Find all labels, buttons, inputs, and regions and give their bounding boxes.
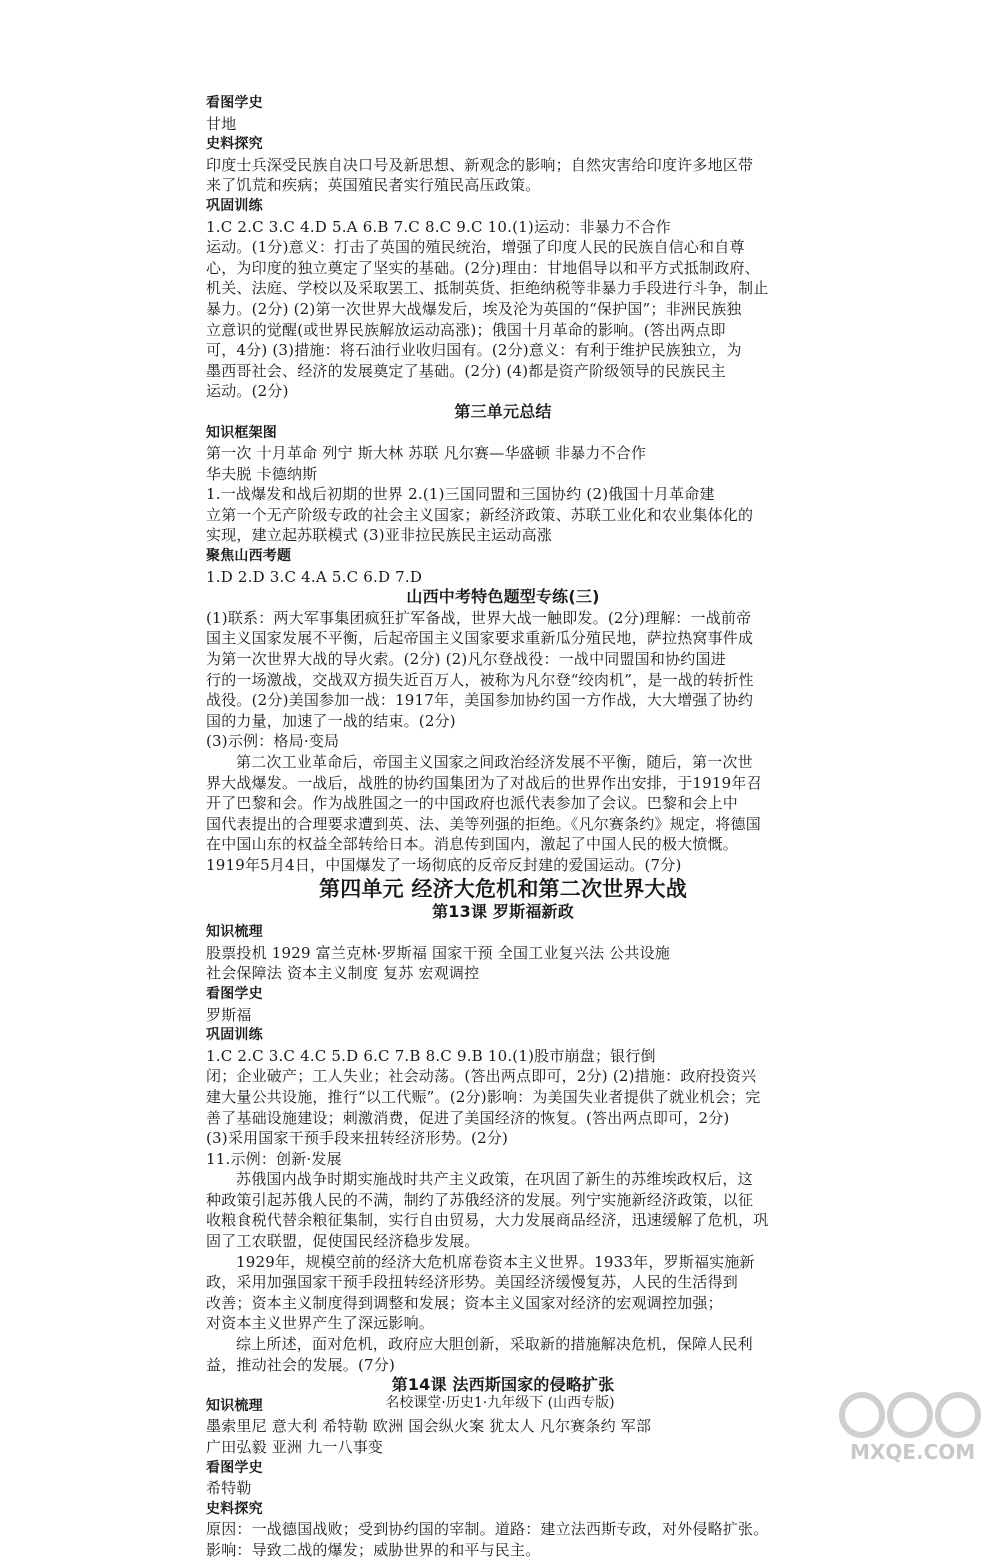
text-line: 行的一场激战，交战双方损失近百万人，被称为凡尔登“绞肉机”，是一战的转折性: [206, 670, 754, 689]
text-line: 政，采用加强国家干预手段扭转经济形势。美国经济缓慢复苏，人民的生活得到: [206, 1273, 739, 1292]
lesson-title: 第三单元总结: [454, 401, 552, 421]
watermark-text: MXQE.COM: [850, 1440, 976, 1464]
text-line: 甘地: [206, 114, 237, 133]
text-line: 印度士兵深受民族自决口号及新思想、新观念的影响；自然灾害给印度许多地区带: [206, 155, 754, 174]
text-line: 立第一个无产阶级专政的社会主义国家；新经济政策、苏联工业化和农业集体化的: [206, 505, 754, 524]
answer-text-column: [206, 93, 800, 1561]
text-line: 战役。(2分)美国参加一战：1917年，美国参加协约国一方作战，大大增强了协约: [206, 691, 754, 710]
text-line: 1919年5月4日，中国爆发了一场彻底的反帝反封建的爱国运动。(7分): [206, 855, 682, 874]
text-line: 原因：一战德国战败；受到协约国的宰制。道路：建立法西斯专政，对外侵略扩张。: [206, 1520, 769, 1539]
text-line: 来了饥荒和疾病；英国殖民者实行殖民高压政策。: [206, 176, 541, 195]
text-line: 社会保障法 资本主义制度 复苏 宏观调控: [206, 964, 480, 983]
text-line: 对资本主义世界产生了深远影响。: [206, 1314, 435, 1333]
text-line: 固了工农联盟，促使国民经济稳步发展。: [206, 1232, 480, 1251]
text-line: 国代表提出的合理要求遭到英、法、美等列强的拒绝。《凡尔赛条约》规定，将德国: [206, 814, 761, 833]
text-line: 国的力量，加速了一战的结束。(2分): [206, 711, 456, 730]
page-footer: 名校课堂·历史1·九年级下 (山西专版): [385, 1395, 615, 1411]
text-line: 种政策引起苏俄人民的不满，制约了苏俄经济的发展。列宁实施新经济政策，以征: [206, 1190, 754, 1209]
section-heading: 看图学史: [206, 985, 263, 1002]
text-line: 综上所述，面对危机，政府应大胆创新，采取新的措施解决危机，保障人民利: [236, 1335, 753, 1354]
text-line: 益，推动社会的发展。(7分): [206, 1355, 396, 1374]
lesson-title: 第13课 罗斯福新政: [432, 901, 574, 921]
text-line: (3)示例：格局·变局: [206, 732, 340, 751]
text-line: 实现，建立起苏联模式 (3)亚非拉民族民主运动高涨: [206, 526, 553, 545]
text-line: 11.示例：创新·发展: [206, 1149, 342, 1168]
section-heading: 看图学史: [206, 95, 263, 111]
text-line: 苏俄国内战争时期实施战时共产主义政策，在巩固了新生的苏维埃政权后，这: [236, 1170, 753, 1189]
section-heading: 史料探究: [206, 136, 263, 153]
text-line: 1.一战爆发和战后初期的世界 2.(1)三国同盟和三国协约 (2)俄国十月革命建: [206, 485, 715, 504]
text-line: 改善；资本主义制度得到调整和发展；资本主义国家对经济的宏观调控加强；: [206, 1293, 723, 1312]
section-heading: 知识框架图: [206, 424, 277, 441]
text-line: 心，为印度的独立奠定了坚实的基础。(2分)理由：甘地倡导以和平方式抵制政府、: [206, 258, 760, 277]
text-line: 第二次工业革命后，帝国主义国家之间政治经济发展不平衡，随后，第一次世: [236, 753, 753, 771]
text-line: (3)采用国家干预手段来扭转经济形势。(2分): [206, 1129, 509, 1148]
text-line: 收粮食税代替余粮征集制，实行自由贸易，大力发展商品经济，迅速缓解了危机，巩: [206, 1211, 769, 1230]
text-line: 在中国山东的权益全部转给日本。消息传到国内，激起了中国人民的极大愤慨。: [206, 835, 739, 854]
text-line: 希特勒: [206, 1479, 252, 1498]
text-line: 善了基础设施建设；刺激消费，促进了美国经济的恢复。(答出两点即可，2分): [206, 1108, 730, 1127]
text-line: 建大量公共设施，推行“以工代赈”。(2分)影响：为美国失业者提供了就业机会；完: [206, 1087, 761, 1106]
text-line: 第一次 十月革命 列宁 斯大林 苏联 凡尔赛—华盛顿 非暴力不合作: [206, 444, 647, 463]
text-line: 墨索里尼 意大利 希特勒 欧洲 国会纵火案 犹太人 凡尔赛条约 军部: [206, 1417, 652, 1436]
text-line: 1.C 2.C 3.C 4.C 5.D 6.C 7.B 8.C 9.B 10.(1)股市崩盘；银行倒: [206, 1046, 656, 1065]
section-heading: 知识梳理: [206, 924, 263, 941]
text-line: 运动。(2分): [206, 382, 289, 401]
text-line: 可，4分) (3)措施：将石油行业收归国有。(2分)意义：有利于维护民族独立，为: [206, 341, 742, 360]
text-line: 运动。(1分)意义：打击了英国的殖民统治，增强了印度人民的民族自信心和自尊: [206, 238, 745, 257]
section-heading: 史料探究: [206, 1500, 263, 1517]
section-heading: 看图学史: [206, 1459, 263, 1476]
section-heading: 聚焦山西考题: [206, 548, 292, 565]
text-line: (1)联系：两大军事集团疯狂扩军备战，世界大战一触即发。(2分)理解：一战前帝: [206, 608, 752, 627]
text-line: 影响：导致二战的爆发；威胁世界的和平与民主。: [206, 1540, 541, 1559]
text-line: 广田弘毅 亚洲 九一八事变: [206, 1438, 384, 1456]
section-heading: 巩固训练: [206, 197, 263, 214]
section-heading: 巩固训练: [206, 1027, 263, 1044]
section-heading: 知识梳理: [206, 1397, 263, 1414]
text-line: 闭；企业破产；工人失业；社会动荡。(答出两点即可，2分) (2)措施：政府投资兴: [206, 1067, 757, 1086]
text-line: 界大战爆发。一战后，战胜的协约国集团为了对战后的世界作出安排，于1919年召: [206, 773, 762, 792]
lesson-title: 山西中考特色题型专练(三): [406, 587, 600, 607]
text-line: 1.C 2.C 3.C 4.D 5.A 6.B 7.C 8.C 9.C 10.(1)运动：非暴力不合作: [206, 217, 671, 236]
lesson-title: 第四单元 经济大危机和第二次世界大战: [319, 876, 687, 901]
text-line: 墨西哥社会、经济的发展奠定了基础。(2分) (4)都是资产阶级领导的民族民主: [206, 361, 726, 380]
lesson-title: 第14课 法西斯国家的侵略扩张: [391, 1375, 615, 1395]
text-line: 立意识的觉醒(或世界民族解放运动高涨)；俄国十月革命的影响。(答出两点即: [206, 320, 726, 339]
text-line: 暴力。(2分) (2)第一次世界大战爆发后，埃及沦为英国的“保护国”；非洲民族独: [206, 299, 742, 318]
text-line: 国主义国家发展不平衡，后起帝国主义国家要求重新瓜分殖民地，萨拉热窝事件成: [206, 629, 754, 648]
text-line: 机关、法庭、学校以及采取罢工、抵制英货、拒绝纳税等非暴力手段进行斗争，制止: [206, 279, 769, 298]
text-line: 为第一次世界大战的导火索。(2分) (2)凡尔登战役：一战中同盟国和协约国进: [206, 650, 726, 669]
text-line: 1.D 2.D 3.C 4.A 5.C 6.D 7.D: [206, 567, 423, 586]
text-line: 股票投机 1929 富兰克林·罗斯福 国家干预 全国工业复兴法 公共设施: [206, 943, 670, 962]
text-line: 1929年，规模空前的经济大危机席卷资本主义世界。1933年，罗斯福实施新: [236, 1252, 755, 1271]
text-line: 华夫脱 卡德纳斯: [206, 464, 318, 483]
text-line: 开了巴黎和会。作为战胜国之一的中国政府也派代表参加了会议。巴黎和会上中: [206, 794, 739, 813]
text-line: 罗斯福: [206, 1005, 252, 1024]
